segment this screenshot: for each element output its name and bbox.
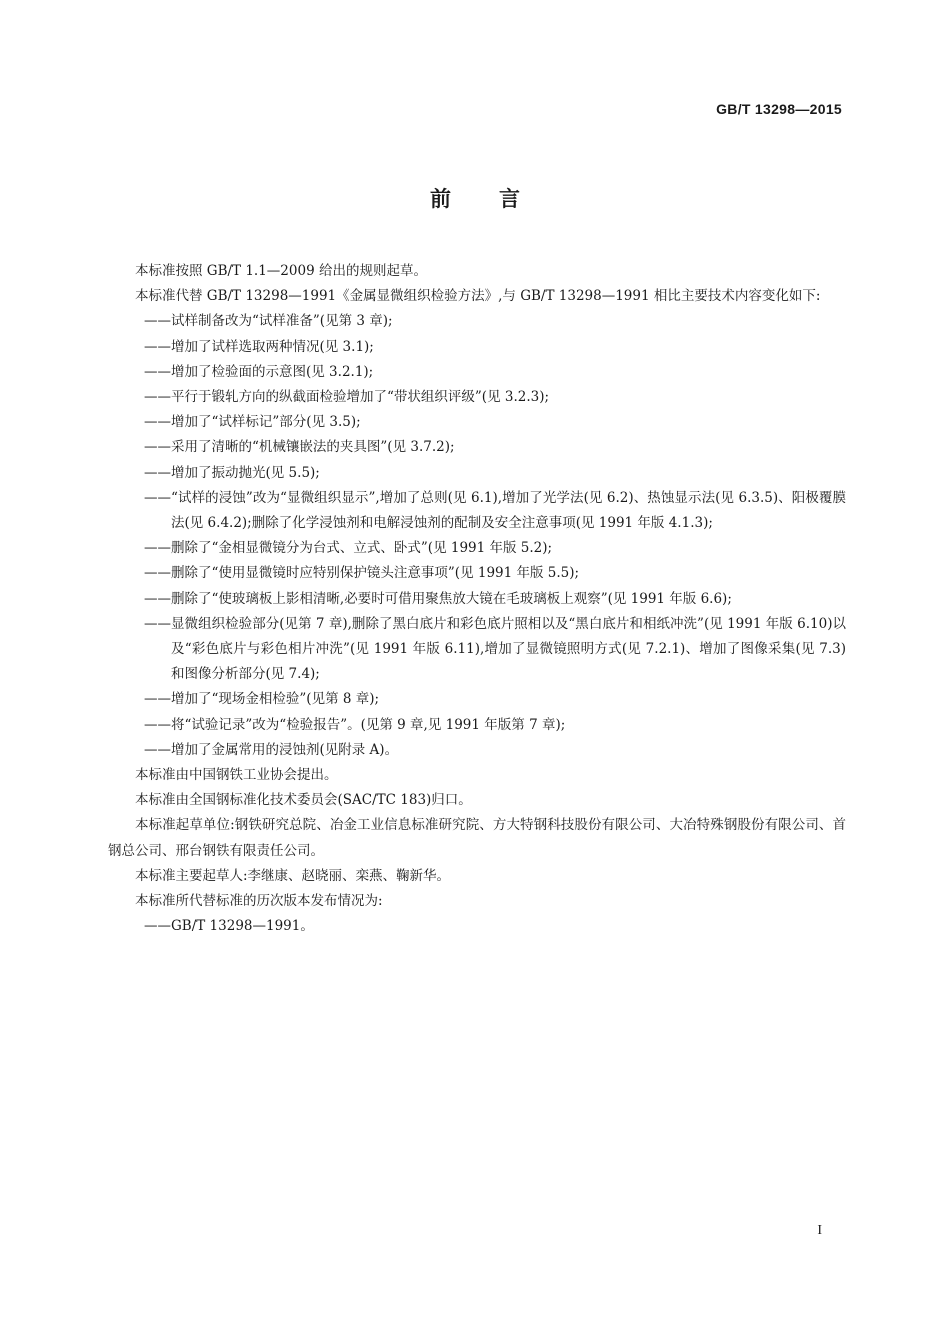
change-item: ——试样制备改为“试样准备”(见第 3 章); — [144, 313, 393, 330]
paragraph-administrator: 本标准由全国钢标准化技术委员会(SAC/TC 183)归口。 — [135, 792, 472, 809]
change-item: ——采用了清晰的“机械镶嵌法的夹具图”(见 3.7.2); — [144, 439, 455, 456]
change-item: ——“试样的浸蚀”改为“显微组织显示”,增加了总则(见 6.1),增加了光学法(见 6.2)、热蚀显示法(见 6.3.5)、阳极覆膜法(见 6.4.2);删除了化学浸蚀剂和电解浸蚀剂的配制及安全注意事项(见 1991 年版 4.1.3); — [144, 489, 846, 532]
change-item: ——删除了“金相显微镜分为台式、立式、卧式”(见 1991 年版 5.2); — [144, 540, 553, 557]
paragraph-drafters: 本标准主要起草人:李继康、赵晓丽、栾燕、鞠新华。 — [135, 867, 451, 884]
paragraph-drafting-units: 本标准起草单位:钢铁研究总院、冶金工业信息标准研究院、方大特钢科技股份有限公司、大冶特殊钢股份有限公司、首钢总公司、邢台钢铁有限责任公司。 — [108, 817, 846, 859]
change-item: ——增加了检验面的示意图(见 3.2.1); — [144, 363, 374, 380]
change-item: ——增加了试样选取两种情况(见 3.1); — [144, 338, 374, 355]
paragraph-replacement-statement: 本标准代替 GB/T 13298—1991《金属显微组织检验方法》,与 GB/T 13298—1991 相比主要技术内容变化如下: — [135, 288, 821, 305]
change-item: ——删除了“使玻璃板上影相清晰,必要时可借用聚焦放大镜在毛玻璃板上观察”(见 1991 年版 6.6); — [144, 590, 732, 607]
foreword-body — [108, 259, 846, 939]
paragraph-proposer: 本标准由中国钢铁工业协会提出。 — [135, 767, 338, 784]
change-item: ——将“试验记录”改为“检验报告”。(见第 9 章,见 1991 年版第 7 章); — [144, 716, 566, 733]
change-item: ——平行于锻轧方向的纵截面检验增加了“带状组织评级”(见 3.2.3); — [144, 389, 550, 406]
standard-number: GB/T 13298—2015 — [716, 101, 842, 117]
page-number: I — [817, 1223, 822, 1238]
change-item: ——增加了“试样标记”部分(见 3.5); — [144, 414, 361, 431]
paragraph-edition-history: 本标准所代替标准的历次版本发布情况为: — [135, 893, 383, 910]
previous-edition-item: ——GB/T 13298—1991。 — [144, 918, 314, 935]
paragraph-drafting-rules: 本标准按照 GB/T 1.1—2009 给出的规则起草。 — [135, 263, 427, 279]
change-item: ——增加了“现场金相检验”(见第 8 章); — [144, 691, 380, 708]
change-item: ——增加了金属常用的浸蚀剂(见附录 A)。 — [144, 741, 399, 758]
change-item: ——显微组织检验部分(见第 7 章),删除了黑白底片和彩色底片照相以及“黑白底片和相纸冲洗”(见 1991 年版 6.10)以及“彩色底片与彩色相片冲洗”(见 1991 年版 6.11),增加了显微镜照明方式(见 7.2.1)、增加了图像采集(见 7.3)和图像分析部分(见 7.4); — [144, 615, 846, 683]
change-item: ——删除了“使用显微镜时应特别保护镜头注意事项”(见 1991 年版 5.5); — [144, 565, 580, 582]
page-title: 前言 — [430, 187, 568, 211]
change-item: ——增加了振动抛光(见 5.5); — [144, 464, 320, 481]
change-list — [108, 309, 846, 763]
